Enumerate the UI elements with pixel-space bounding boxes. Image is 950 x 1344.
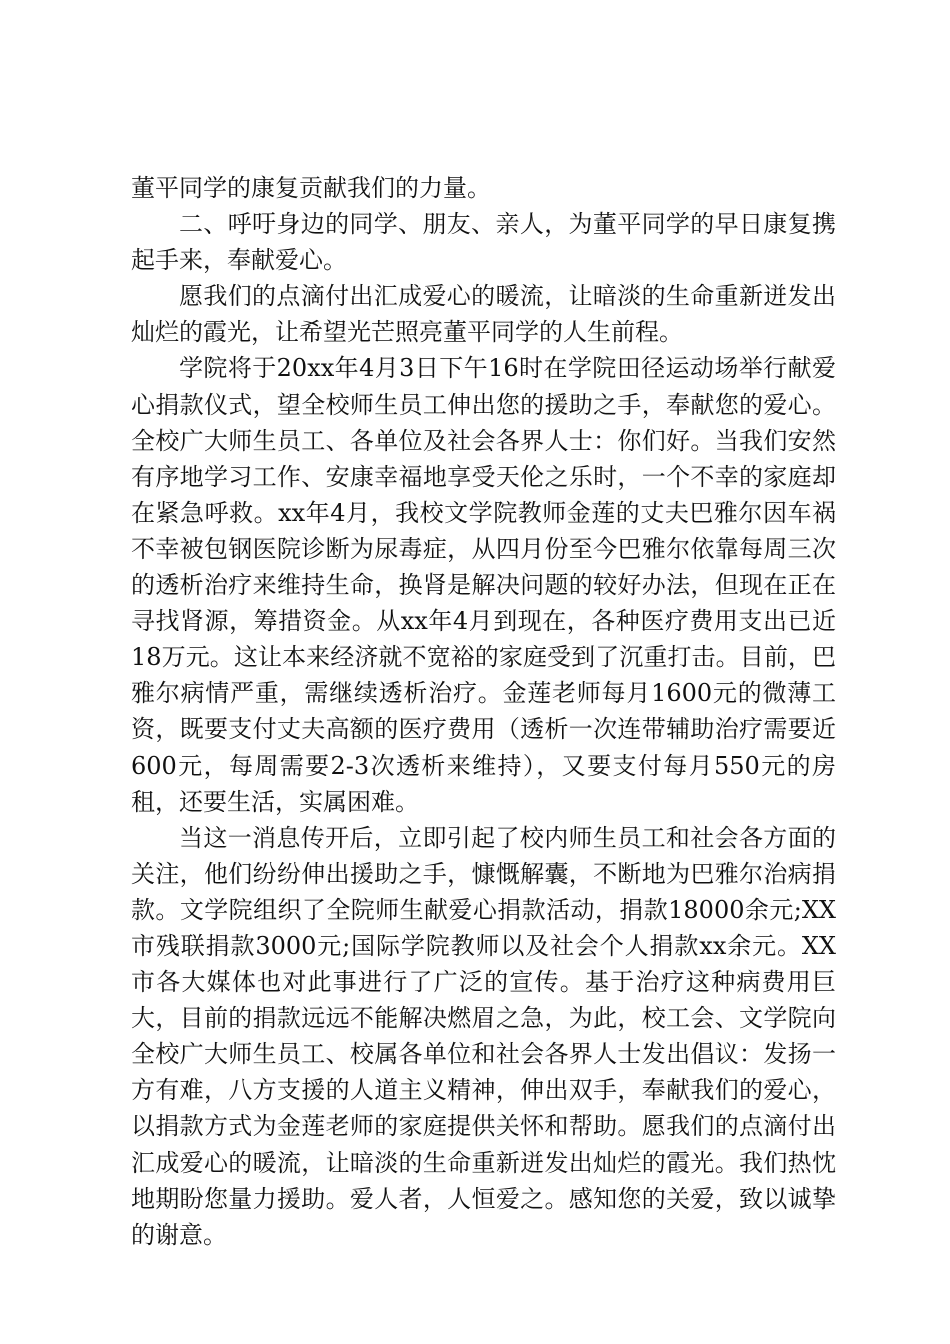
paragraph-appeal-item-two: 二、呼吁身边的同学、朋友、亲人，为董平同学的早日康复携起手来，奉献爱心。: [131, 210, 836, 275]
paragraph-continuation: 董平同学的康复贡献我们的力量。: [131, 174, 491, 202]
paragraph-response-and-appeal: 当这一消息传开后，立即引起了校内师生员工和社会各方面的关注，他们纷纷伸出援助之手，慷慨解囊，不断地为巴雅尔治病捐款。文学院组织了全院师生献爱心捐款活动，捐款18000余元;XX市残联捐款3000元;国际学院教师以及社会个人捐款xx余元。XX市各大媒体也对此事进行了广泛的宣传。基于治疗这种病费用巨大，目前的捐款远远不能解决燃眉之急，为此，校工会、文学院向全校广大师生员工、校属各单位和社会各界人士发出倡议：发扬一方有难，八方支援的人道主义精神，伸出双手，奉献我们的爱心，以捐款方式为金莲老师的家庭提供关怀和帮助。愿我们的点滴付出汇成爱心的暖流，让暗淡的生命重新迸发出灿烂的霞光。我们热忱地期盼您量力援助。爱人者，人恒爱之。感知您的关爱，致以诚挚的谢意。: [131, 823, 836, 1249]
document-body: [131, 170, 836, 1253]
paragraph-wish: 愿我们的点滴付出汇成爱心的暖流，让暗淡的生命重新迸发出灿烂的霞光，让希望光芒照亮董平同学的人生前程。: [131, 282, 836, 347]
paragraph-donation-ceremony: 学院将于20xx年4月3日下午16时在学院田径运动场举行献爱心捐款仪式，望全校师生员工伸出您的援助之手，奉献您的爱心。全校广大师生员工、各单位及社会各界人士：你们好。当我们安然有序地学习工作、安康幸福地享受天伦之乐时，一个不幸的家庭却在紧急呼救。xx年4月，我校文学院教师金莲的丈夫巴雅尔因车祸不幸被包钢医院诊断为尿毒症，从四月份至今巴雅尔依靠每周三次的透析治疗来维持生命，换肾是解决问题的较好办法，但现在正在寻找肾源，筹措资金。从xx年4月到现在，各种医疗费用支出已近18万元。这让本来经济就不宽裕的家庭受到了沉重打击。目前，巴雅尔病情严重，需继续透析治疗。金莲老师每月1600元的微薄工资，既要支付丈夫高额的医疗费用（透析一次连带辅助治疗需要近600元，每周需要2-3次透析来维持），又要支付每月550元的房租，还要生活，实属困难。: [131, 354, 836, 816]
